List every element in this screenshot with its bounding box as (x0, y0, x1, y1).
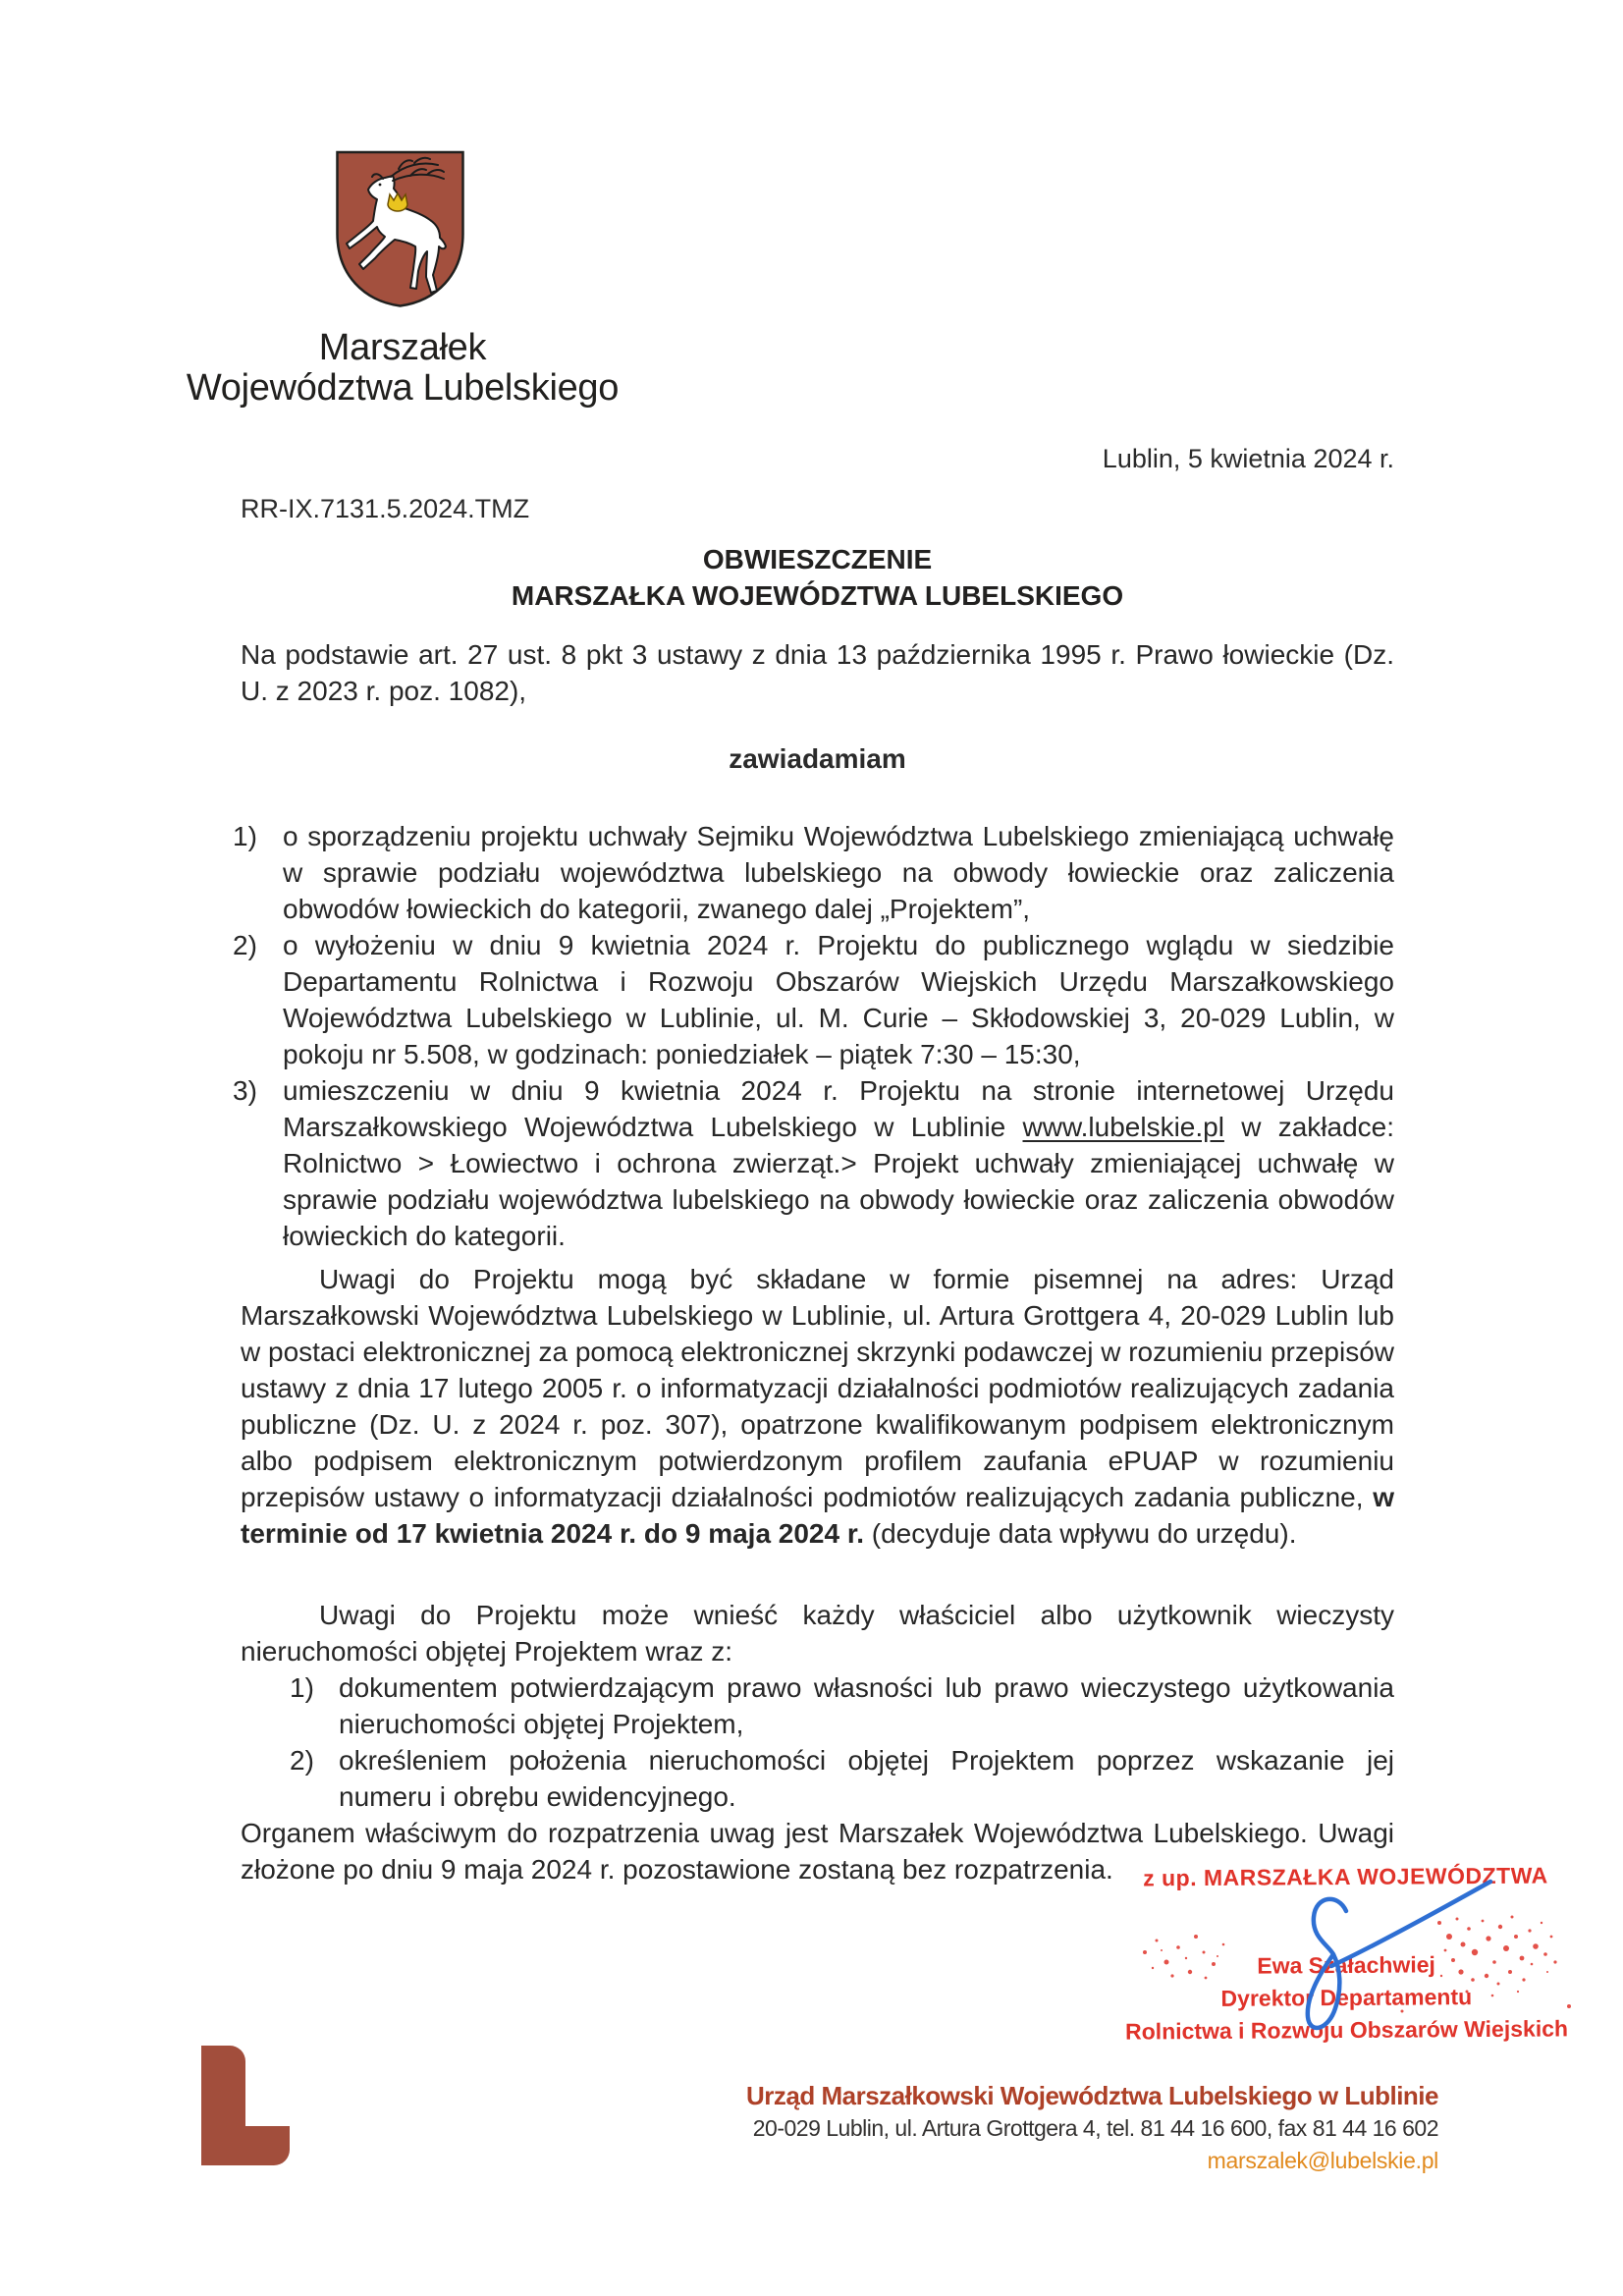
list-item-marker: 1) (290, 1672, 314, 1703)
list-item-marker: 2) (233, 930, 257, 960)
letterhead-line2: Województwa Lubelskiego (186, 367, 620, 409)
list-item-text: o wyłożeniu w dniu 9 kwietnia 2024 r. Projektu do publicznego wglądu w siedzibie Departamentu Rolnictwa i Rozwoju Obszarów Wiejskich Urzędu Marszałkowskiego Województwa Lubelskiego w Lublinie, ul. M. Curie – Skłodowskiej 3, 20-029 Lublin, w pokoju nr 5.508, w godzinach: poniedziałek – piątek 7:30 – 15:30, (283, 930, 1394, 1069)
footer-email-link[interactable]: marszalek@lubelskie.pl (1207, 2148, 1438, 2173)
list-item (290, 1742, 1394, 1815)
list-item (233, 1072, 1394, 1254)
list-item-text (283, 1075, 1394, 1251)
document-title-line2: MARSZAŁKA WOJEWÓDZTWA LUBELSKIEGO (511, 580, 1124, 611)
list-item (290, 1669, 1394, 1742)
legal-basis-paragraph: Na podstawie art. 27 ust. 8 pkt 3 ustawy z dnia 13 października 1995 r. Prawo łowieckie (Dz. U. z 2023 r. poz. 1082), (241, 639, 1394, 706)
list-item-text-after-link: w zakładce: Rolnictwo > Łowiectwo i ochrona zwierząt.> Projekt uchwały zmieniającej uchwałę w sprawie podziału województwa lubelskiego na obwody łowieckie oraz zaliczenia obwodów łowieckich do kategorii. (283, 1112, 1394, 1251)
stamp-signer-title-line2: Rolnictwa i Rozwoju Obszarów Wiejskich (1124, 2015, 1569, 2045)
document-title (241, 541, 1394, 614)
list-item-text: o sporządzeniu projektu uchwały Sejmiku Województwa Lubelskiego zmieniającą uchwałę w sprawie podziału województwa lubelskiego na obwody łowieckie oraz zaliczenia obwodów łowieckich do kategorii, zwanego dalej „Projektem”, (283, 821, 1394, 924)
list-item (233, 818, 1394, 927)
stamp-signer-title-line1: Dyrektor Departamentu (1220, 1984, 1473, 2011)
lubelskie-letter-l-logo-icon (201, 2046, 290, 2165)
website-link[interactable]: www.lubelskie.pl (1022, 1112, 1224, 1142)
list-item-marker: 1) (233, 821, 257, 851)
lubelskie-coat-of-arms-icon (334, 149, 466, 310)
announcement-list (233, 818, 1394, 1254)
footer-contact-block (687, 2080, 1438, 2177)
submissions-paragraph (241, 1261, 1394, 1552)
submissions-text-after: (decyduje data wpływu do urzędu). (864, 1518, 1297, 1549)
requirements-list (290, 1669, 1394, 1815)
submission-deadline: w terminie od 17 kwietnia 2024 r. do 9 maja 2024 r. (241, 1482, 1394, 1549)
closing-paragraph: Organem właściwym do rozpatrzenia uwag jest Marszałek Województwa Lubelskiego. Uwagi złożone po dniu 9 maja 2024 r. pozostawione zostaną bez rozpatrzenia. (241, 1818, 1394, 1885)
stamp-signer-name: Ewa Szałachwiej (1257, 1951, 1435, 1979)
place-and-date: Lublin, 5 kwietnia 2024 r. (1102, 444, 1394, 473)
submissions-text: Uwagi do Projektu mogą być składane w formie pisemnej na adres: Urząd Marszałkowski Województwa Lubelskiego w Lublinie, ul. Artura Grottgera 4, 20-029 Lublin lub w postaci elektronicznej za pomocą elektronicznej skrzynki podawczej w rozumieniu przepisów ustawy z dnia 17 lutego 2005 r. o informatyzacji działalności podmiotów realizujących zadania publiczne (Dz. U. z 2024 r. poz. 307), opatrzone kwalifikowanym podpisem elektronicznym albo podpisem elektronicznym potwierdzonym profilem zaufania ePUAP w rozumieniu przepisów ustawy o informatyzacji działalności podmiotów realizujących zadania publiczne, (241, 1264, 1394, 1512)
list-item-marker: 2) (290, 1745, 314, 1776)
list-item-text: dokumentem potwierdzającym prawo własności lub prawo wieczystego użytkowania nieruchomości objętej Projektem, (339, 1672, 1394, 1739)
letterhead-org-name (147, 328, 658, 409)
list-item-marker: 3) (233, 1075, 257, 1106)
document-title-line1: OBWIESZCZENIE (702, 544, 933, 574)
letterhead-line1: Marszałek (318, 327, 487, 368)
case-number: RR-IX.7131.5.2024.TMZ (241, 494, 530, 523)
stag-eye (379, 184, 382, 187)
footer-organization: Urząd Marszałkowski Województwa Lubelskiego w Lublinie (746, 2081, 1438, 2110)
footer-address: 20-029 Lublin, ul. Artura Grottgera 4, tel. 81 44 16 600, fax 81 44 16 602 (752, 2115, 1438, 2141)
stamp-authorization-line: z up. MARSZAŁKA WOJEWÓDZTWA (1143, 1862, 1548, 1891)
eligibility-paragraph: Uwagi do Projektu może wnieść każdy właściciel albo użytkownik wieczysty nieruchomości objętej Projektem wraz z: (241, 1600, 1394, 1667)
handwritten-signature-icon (1245, 1868, 1510, 2050)
announcement-word: zawiadamiam (729, 743, 906, 774)
list-item-text-before-link: umieszczeniu w dniu 9 kwietnia 2024 r. Projektu na stronie internetowej Urzędu Marszałkowskiego Województwa Lubelskiego w Lublinie (283, 1075, 1394, 1142)
gold-crown-shape (388, 193, 407, 211)
list-item-text: określeniem położenia nieruchomości objętej Projektem poprzez wskazanie jej numeru i obrębu ewidencyjnego. (339, 1745, 1394, 1812)
list-item (233, 927, 1394, 1072)
